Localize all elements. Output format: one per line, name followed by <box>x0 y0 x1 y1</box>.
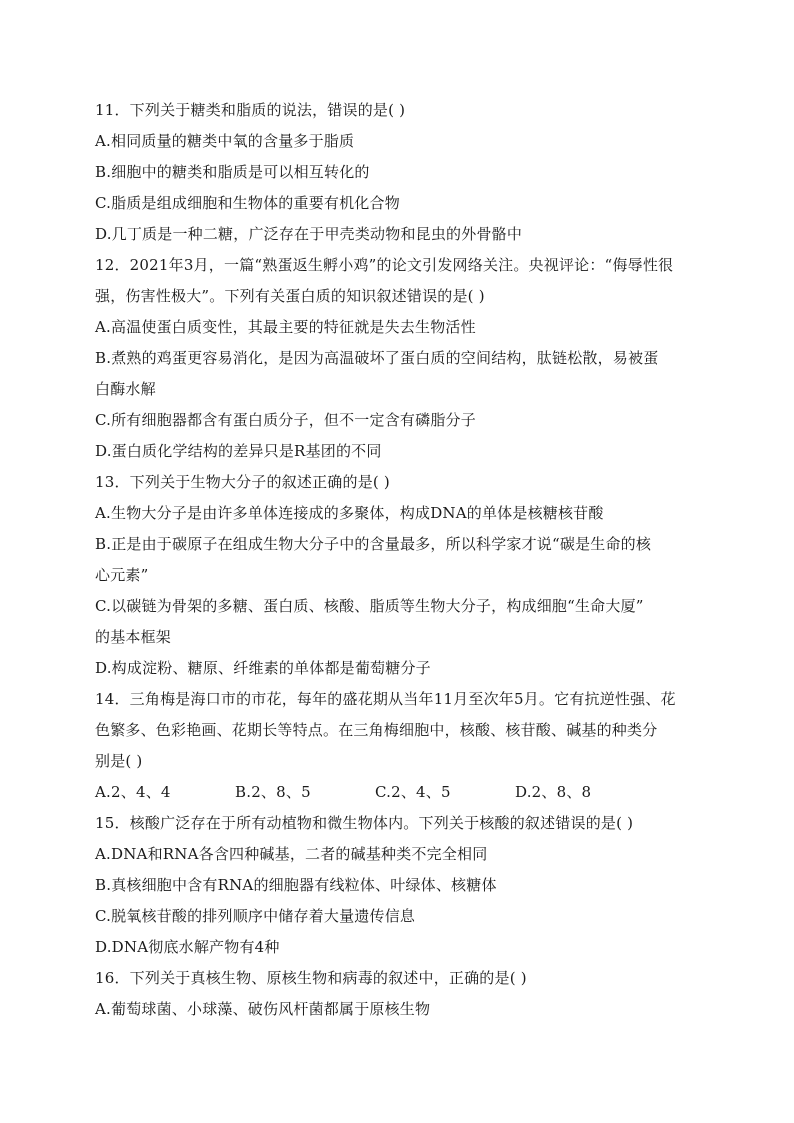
question-stem-continued: 色繁多、色彩艳画、花期长等特点。在三角梅细胞中，核酸、核苷酸、碱基的种类分 <box>95 721 658 739</box>
question-stem: 13．下列关于生物大分子的叙述正确的是( ) <box>95 473 390 491</box>
option-c: C.2、4、5 <box>375 783 451 801</box>
option-c: C.以碳链为骨架的多糖、蛋白质、核酸、脂质等生物大分子，构成细胞“生命大厦” <box>95 597 644 615</box>
question-list <box>95 95 705 1025</box>
option-a: A.DNA和RNA各含四种碱基，二者的碱基种类不完全相同 <box>95 845 488 863</box>
option-d: D.构成淀粉、糖原、纤维素的单体都是葡萄糖分子 <box>95 659 431 677</box>
option-b: B.2、8、5 <box>235 783 311 801</box>
option-a: A.2、4、4 <box>95 783 171 801</box>
option-b: B.正是由于碳原子在组成生物大分子中的含量最多，所以科学家才说“碳是生命的核 <box>95 535 652 553</box>
question-stem: 15．核酸广泛存在于所有动植物和微生物体内。下列关于核酸的叙述错误的是( ) <box>95 814 634 832</box>
option-b: B.细胞中的糖类和脂质是可以相互转化的 <box>95 163 370 181</box>
option-d: D.蛋白质化学结构的差异只是R基团的不同 <box>95 442 382 460</box>
option-c: C.脱氧核苷酸的排列顺序中储存着大量遗传信息 <box>95 907 416 925</box>
question-14 <box>95 684 705 808</box>
option-c: C.脂质是组成细胞和生物体的重要有机化合物 <box>95 194 400 212</box>
option-b: B.真核细胞中含有RNA的细胞器有线粒体、叶绿体、核糖体 <box>95 876 497 894</box>
option-a: A.生物大分子是由许多单体连接成的多聚体，构成DNA的单体是核糖核苷酸 <box>95 504 604 522</box>
question-12 <box>95 250 705 467</box>
option-a: A.葡萄球菌、小球藻、破伤风杆菌都属于原核生物 <box>95 1000 431 1018</box>
option-c-continued: 的基本框架 <box>95 628 172 646</box>
option-d: D.DNA彻底水解产物有4种 <box>95 938 280 956</box>
option-d: D.几丁质是一种二糖，广泛存在于甲壳类动物和昆虫的外骨骼中 <box>95 225 523 243</box>
question-16 <box>95 963 705 1025</box>
option-c: C.所有细胞器都含有蛋白质分子，但不一定含有磷脂分子 <box>95 411 476 429</box>
option-a: A.高温使蛋白质变性，其最主要的特征就是失去生物活性 <box>95 318 476 336</box>
question-stem: 16．下列关于真核生物、原核生物和病毒的叙述中，正确的是( ) <box>95 969 527 987</box>
question-stem: 12．2021年3月，一篇“熟蛋返生孵小鸡”的论文引发网络关注。央视评论：“侮辱性很 <box>95 256 674 274</box>
option-a: A.相同质量的糖类中氧的含量多于脂质 <box>95 132 355 150</box>
option-b-continued: 心元素” <box>95 566 149 584</box>
question-15 <box>95 808 705 963</box>
question-11 <box>95 95 705 250</box>
option-d: D.2、8、8 <box>515 783 592 801</box>
question-stem-continued: 强，伤害性极大”。下列有关蛋白质的知识叙述错误的是( ) <box>95 287 485 305</box>
question-stem-continued: 别是( ) <box>95 752 143 770</box>
option-b: B.煮熟的鸡蛋更容易消化，是因为高温破坏了蛋白质的空间结构，肽链松散，易被蛋 <box>95 349 659 367</box>
option-b-continued: 白酶水解 <box>95 380 156 398</box>
inline-options <box>95 777 705 808</box>
question-stem: 14．三角梅是海口市的市花，每年的盛花期从当年11月至次年5月。它有抗逆性强、花 <box>95 690 676 708</box>
question-stem: 11．下列关于糖类和脂质的说法，错误的是( ) <box>95 101 406 119</box>
question-13 <box>95 467 705 684</box>
